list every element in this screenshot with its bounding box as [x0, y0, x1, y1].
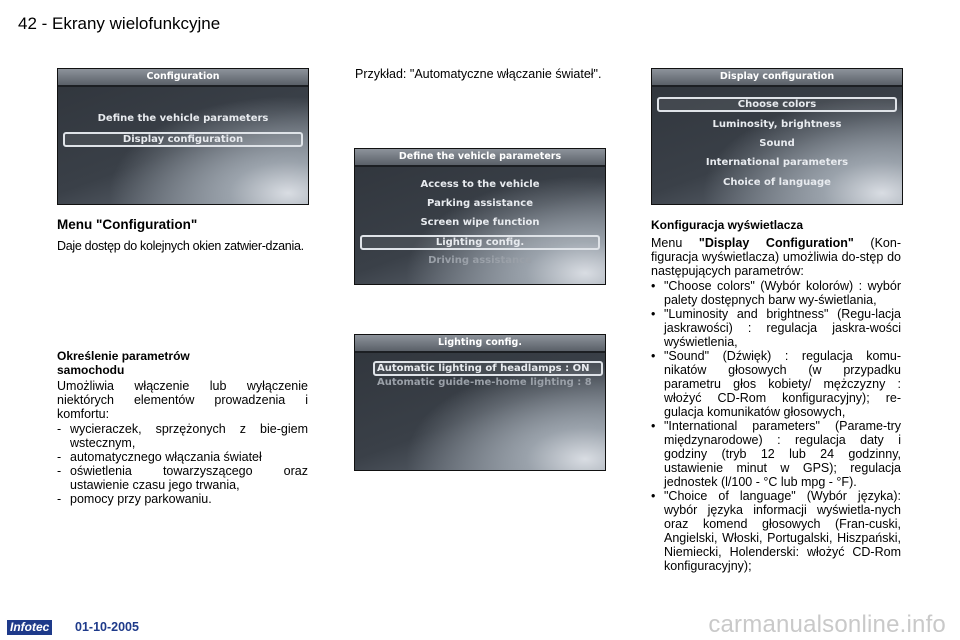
menu-configuration-text: Daje dostęp do kolejnych okien zatwier-dzania.	[57, 239, 304, 253]
watermark: carmanualsonline.info	[708, 611, 946, 638]
screen-item-selected: Choose colors	[657, 97, 897, 112]
screen-display-configuration	[651, 68, 903, 205]
screen-item-selected: Lighting config.	[360, 235, 600, 250]
footer-date: 01-10-2005	[75, 620, 139, 634]
list-item: • "Choose colors" (Wybór kolorów) : wybór palety dostępnych barw wy-świetlania,	[651, 279, 901, 307]
screen-define-vehicle-parameters	[354, 148, 606, 285]
list-item: - oświetlenia towarzyszącego oraz ustawienie czasu jego trwania,	[57, 464, 308, 492]
list-item: • "Sound" (Dźwięk) : regulacja komu-nikatów głosowych (w przypadku parametru głos kobiety/ mężczyzny : włożyć CD-Rom konfiguracyjny); re-gulacja komunikatów głosowych,	[651, 349, 901, 419]
list-item: - wycieraczek, sprzężonych z bie-giem wstecznym,	[57, 422, 308, 450]
screen-title: Lighting config.	[355, 335, 605, 353]
screen-item: International parameters	[705, 157, 849, 168]
list-item: • "International parameters" (Parame-try międzynarodowe) : regulacja daty i godziny (tryb 12 lub 24 godzinny, ustawienie minut w GPS); regulacja jednostek (l/100 - °C lub mpg - °F).	[651, 419, 901, 489]
menu-configuration-heading: Menu "Configuration"	[57, 217, 198, 232]
screen-lighting-config	[354, 334, 606, 471]
vehicle-parameters-heading: Określenie parametrów samochodu	[57, 349, 190, 377]
screen-title: Define the vehicle parameters	[355, 149, 605, 167]
list-item: - pomocy przy parkowaniu.	[57, 492, 212, 506]
vehicle-parameters-text: Umożliwia włączenie lub wyłączenie niektórych elementów prowadzenia i komfortu:	[57, 379, 308, 421]
screen-item: Automatic guide-me-home lighting : 8	[377, 377, 592, 388]
screen-title: Display configuration	[652, 69, 902, 87]
display-configuration-list	[651, 279, 901, 573]
screen-item: Parking assistance	[427, 198, 533, 209]
screen-item: Luminosity, brightness	[712, 119, 842, 130]
screen-item: Choice of language	[723, 177, 831, 188]
example-caption: Przykład: "Automatyczne włączanie świateł".	[355, 67, 602, 81]
screen-item: Screen wipe function	[420, 217, 540, 228]
infotec-badge: Infotec	[7, 620, 52, 635]
screen-title: Configuration	[58, 69, 308, 87]
screen-item-selected: Automatic lighting of headlamps : ON	[373, 361, 603, 376]
list-item: - automatycznego włączania świateł	[57, 450, 262, 464]
screen-configuration	[57, 68, 309, 205]
screen-item: Define the vehicle parameters	[97, 113, 269, 124]
vehicle-parameters-list	[57, 422, 308, 506]
display-configuration-heading: Konfiguracja wyświetlacza	[651, 218, 804, 232]
screen-item: Driving assistance	[428, 255, 532, 266]
list-item: • "Luminosity and brightness" (Regu-lacja jaskrawości) : regulacja jaskra-wości wyświetlenia,	[651, 307, 901, 349]
display-configuration-intro: Menu "Display Configuration" (Kon-figuracja wyświetlacza) umożliwia do-stęp do następujących parametrów:	[651, 236, 901, 278]
screen-item-selected: Display configuration	[63, 132, 303, 147]
screen-item: Sound	[759, 138, 795, 149]
page-title: 42 - Ekrany wielofunkcyjne	[18, 14, 221, 33]
screen-item: Access to the vehicle	[420, 179, 540, 190]
list-item: • "Choice of language" (Wybór języka): wybór języka informacji wyświetla-nych oraz komend głosowych (Fran-cuski, Angielski, Włoski, Portugalski, Hiszpański, Niemiecki, Holenderski: włożyć CD-Rom konfiguracyjny);	[651, 489, 901, 573]
